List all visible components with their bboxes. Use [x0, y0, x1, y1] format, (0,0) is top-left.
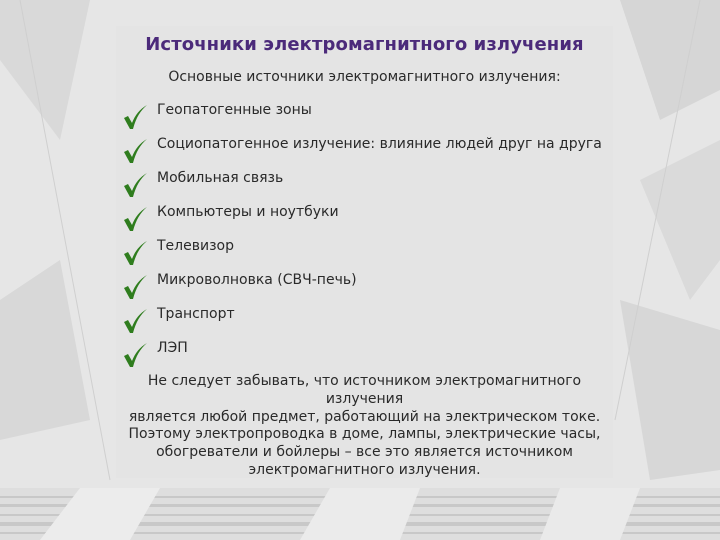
note-line: Поэтому электропроводка в доме, лампы, электрические часы,	[128, 426, 601, 442]
list-item	[122, 102, 602, 132]
check-icon	[122, 206, 148, 232]
list-item	[122, 340, 602, 370]
list-item-label: ЛЭП	[157, 340, 188, 356]
note-paragraph-2	[116, 425, 613, 479]
list-item-label: Мобильная связь	[157, 170, 284, 186]
list-item	[122, 306, 602, 336]
list-item	[122, 272, 602, 302]
footer-decoration	[0, 488, 720, 540]
list-item-label: Транспорт	[157, 306, 235, 322]
list-item-label: Микроволновка (СВЧ-печь)	[157, 272, 357, 288]
note-paragraph-1	[116, 372, 613, 426]
list-item	[122, 204, 602, 234]
check-icon	[122, 172, 148, 198]
slide-subtitle: Основные источники электромагнитного излучения:	[168, 69, 561, 85]
check-icon	[122, 342, 148, 368]
check-icon	[122, 104, 148, 130]
list-item-label: Компьютеры и ноутбуки	[157, 204, 339, 220]
list-item-label: Телевизор	[157, 238, 234, 254]
note-line: электромагнитного излучения.	[248, 462, 481, 478]
check-icon	[122, 274, 148, 300]
check-icon	[122, 240, 148, 266]
content-panel	[116, 26, 613, 478]
note-line: Не следует забывать, что источником электромагнитного излучения	[147, 373, 582, 407]
note-line: обогреватели и бойлеры – все это является источником	[156, 444, 573, 460]
list-item-label: Геопатогенные зоны	[157, 102, 312, 118]
check-icon	[122, 308, 148, 334]
list-item-label: Социопатогенное излучение: влияние людей друг на друга	[157, 136, 602, 152]
check-icon	[122, 138, 148, 164]
slide-title: Источники электромагнитного излучения	[145, 34, 584, 55]
list-item	[122, 136, 602, 166]
list-item	[122, 238, 602, 268]
note-line: является любой предмет, работающий на электрическом токе.	[128, 409, 601, 425]
list-item	[122, 170, 602, 200]
